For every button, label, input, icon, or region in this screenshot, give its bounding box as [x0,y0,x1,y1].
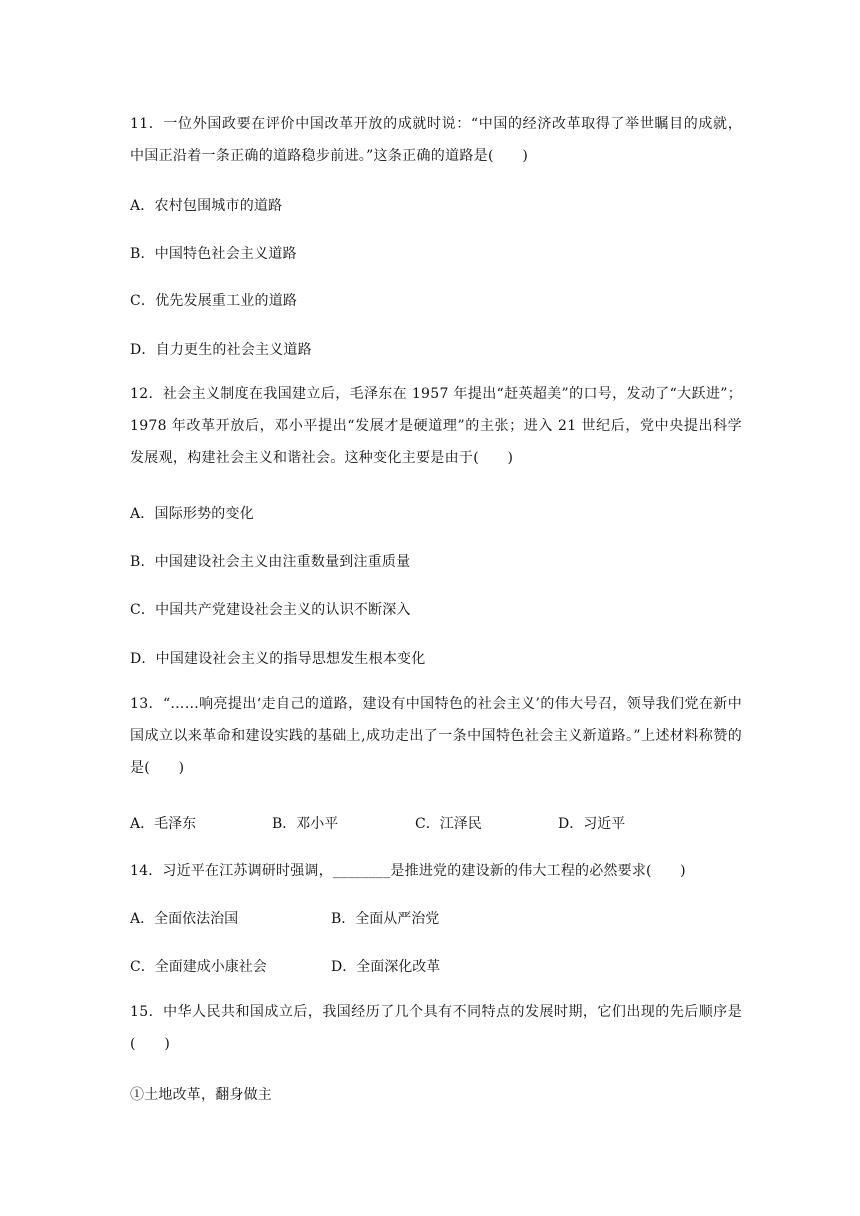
question-12-stem [130,378,742,474]
question-13-option-a: A．毛泽东 [130,816,197,832]
question-11-text: 11．一位外国政要在评价中国改革开放的成就时说：“中国的经济改革取得了举世瞩目的成就，中国正沿着一条正确的道路稳步前进。”这条正确的道路是( ) [130,116,742,164]
question-11-option-c: C．优先发展重工业的道路 [130,293,298,309]
question-12-option-a: A．国际形势的变化 [130,506,254,522]
question-13-option-b: B．邓小平 [272,816,339,832]
question-15-item-1: ①土地改革，翻身做主 [130,1087,272,1103]
question-12-option-d: D．中国建设社会主义的指导思想发生根本变化 [130,651,426,667]
question-11-option-b: B．中国特色社会主义道路 [130,246,297,262]
question-13-stem [130,688,742,784]
question-12-option-c: C．中国共产党建设社会主义的认识不断深入 [130,602,411,618]
question-11-option-a: A．农村包围城市的道路 [130,198,283,214]
question-12-text: 12．社会主义制度在我国建立后，毛泽东在 1957 年提出“赶英超美”的口号，发动了“大跃进”；1978 年改革开放后，邓小平提出“发展才是硬道理”的主张；进入 21 世纪后，党中央提出科学发展观，构建社会主义和谐社会。这种变化主要是由于( ) [130,386,742,466]
question-13-option-d: D．习近平 [558,816,626,832]
question-14-option-d: D．全面深化改革 [331,959,441,975]
question-11-stem [130,108,742,172]
question-14-option-b: B．全面从严治党 [331,911,440,927]
question-12-option-b: B．中国建设社会主义由注重数量到注重质量 [130,554,411,570]
question-14-option-c: C．全面建成小康社会 [130,959,267,975]
question-11-option-d: D．自力更生的社会主义道路 [130,342,312,358]
question-14-option-a: A．全面依法治国 [130,911,239,927]
question-15-stem [130,996,742,1060]
question-14-stem: 14．习近平在江苏调研时强调，________是推进党的建设新的伟大工程的必然要求( ) [130,863,686,879]
question-15-text: 15．中华人民共和国成立后，我国经历了几个具有不同特点的发展时期，它们出现的先后顺序是( ) [130,1004,742,1052]
question-13-text: 13．“……响亮提出‘走自己的道路，建设有中国特色的社会主义’的伟大号召，领导我们党在新中国成立以来革命和建设实践的基础上,成功走出了一条中国特色社会主义新道路。”上述材料称赞的是( ) [130,696,742,776]
question-13-option-c: C．江泽民 [415,816,482,832]
